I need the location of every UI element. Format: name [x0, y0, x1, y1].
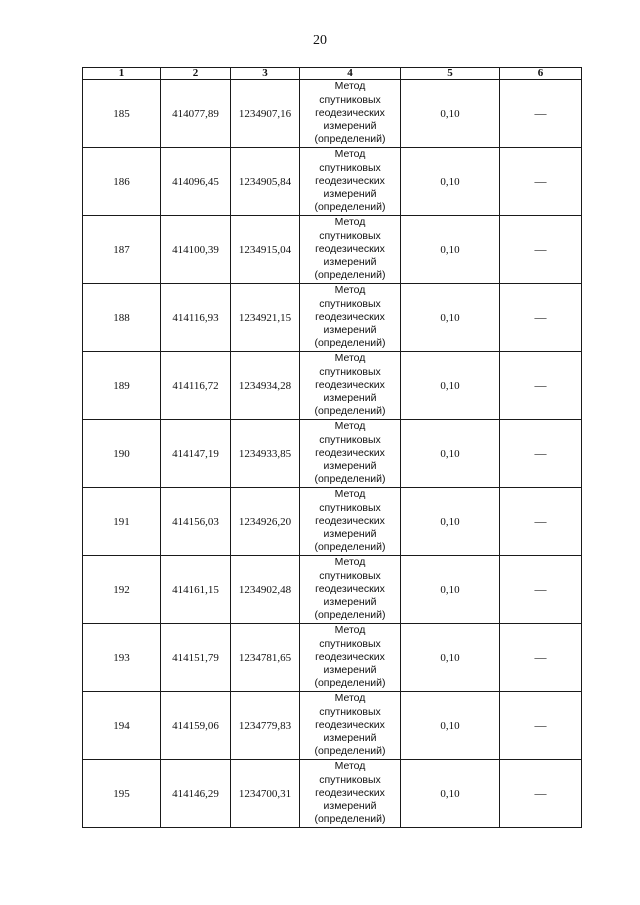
point-number-cell: 188: [83, 284, 161, 352]
x-coordinate-cell: 414159,06: [161, 692, 231, 760]
point-number-cell: 192: [83, 556, 161, 624]
method-cell: Метод спутниковых геодезических измерений (определений): [300, 624, 401, 692]
table-row: [83, 488, 582, 556]
accuracy-cell: 0,10: [401, 556, 500, 624]
description-cell: —: [500, 216, 582, 284]
description-cell: —: [500, 556, 582, 624]
y-coordinate-cell: 1234921,15: [231, 284, 300, 352]
point-number-cell: 191: [83, 488, 161, 556]
point-number-cell: 195: [83, 760, 161, 828]
y-coordinate-cell: 1234902,48: [231, 556, 300, 624]
accuracy-cell: 0,10: [401, 692, 500, 760]
table-header-row: [83, 68, 582, 80]
method-cell: Метод спутниковых геодезических измерений (определений): [300, 760, 401, 828]
method-cell: Метод спутниковых геодезических измерений (определений): [300, 284, 401, 352]
y-coordinate-cell: 1234905,84: [231, 148, 300, 216]
x-coordinate-cell: 414151,79: [161, 624, 231, 692]
accuracy-cell: 0,10: [401, 80, 500, 148]
table-row: [83, 556, 582, 624]
table-row: [83, 624, 582, 692]
table-row: [83, 760, 582, 828]
method-cell: Метод спутниковых геодезических измерений (определений): [300, 148, 401, 216]
table-row: [83, 352, 582, 420]
point-number-cell: 189: [83, 352, 161, 420]
column-header: 3: [231, 68, 300, 80]
description-cell: —: [500, 284, 582, 352]
y-coordinate-cell: 1234934,28: [231, 352, 300, 420]
table-row: [83, 284, 582, 352]
column-header: 6: [500, 68, 582, 80]
description-cell: —: [500, 148, 582, 216]
accuracy-cell: 0,10: [401, 284, 500, 352]
method-cell: Метод спутниковых геодезических измерений (определений): [300, 352, 401, 420]
y-coordinate-cell: 1234915,04: [231, 216, 300, 284]
method-cell: Метод спутниковых геодезических измерений (определений): [300, 420, 401, 488]
description-cell: —: [500, 420, 582, 488]
point-number-cell: 186: [83, 148, 161, 216]
point-number-cell: 193: [83, 624, 161, 692]
page-number: 20: [313, 33, 327, 48]
description-cell: —: [500, 692, 582, 760]
x-coordinate-cell: 414077,89: [161, 80, 231, 148]
method-cell: Метод спутниковых геодезических измерений (определений): [300, 488, 401, 556]
method-cell: Метод спутниковых геодезических измерений (определений): [300, 80, 401, 148]
method-cell: Метод спутниковых геодезических измерений (определений): [300, 216, 401, 284]
y-coordinate-cell: 1234781,65: [231, 624, 300, 692]
table-row: [83, 420, 582, 488]
x-coordinate-cell: 414156,03: [161, 488, 231, 556]
description-cell: —: [500, 760, 582, 828]
accuracy-cell: 0,10: [401, 624, 500, 692]
table-row: [83, 80, 582, 148]
y-coordinate-cell: 1234700,31: [231, 760, 300, 828]
description-cell: —: [500, 488, 582, 556]
point-number-cell: 187: [83, 216, 161, 284]
x-coordinate-cell: 414146,29: [161, 760, 231, 828]
description-cell: —: [500, 352, 582, 420]
description-cell: —: [500, 624, 582, 692]
column-header: 1: [83, 68, 161, 80]
table-row: [83, 148, 582, 216]
method-cell: Метод спутниковых геодезических измерений (определений): [300, 556, 401, 624]
y-coordinate-cell: 1234933,85: [231, 420, 300, 488]
accuracy-cell: 0,10: [401, 352, 500, 420]
x-coordinate-cell: 414161,15: [161, 556, 231, 624]
table-row: [83, 692, 582, 760]
x-coordinate-cell: 414100,39: [161, 216, 231, 284]
x-coordinate-cell: 414116,93: [161, 284, 231, 352]
y-coordinate-cell: 1234907,16: [231, 80, 300, 148]
method-cell: Метод спутниковых геодезических измерений (определений): [300, 692, 401, 760]
accuracy-cell: 0,10: [401, 216, 500, 284]
accuracy-cell: 0,10: [401, 760, 500, 828]
description-cell: —: [500, 80, 582, 148]
coordinates-table: [82, 67, 582, 828]
y-coordinate-cell: 1234926,20: [231, 488, 300, 556]
y-coordinate-cell: 1234779,83: [231, 692, 300, 760]
accuracy-cell: 0,10: [401, 488, 500, 556]
x-coordinate-cell: 414116,72: [161, 352, 231, 420]
point-number-cell: 194: [83, 692, 161, 760]
point-number-cell: 190: [83, 420, 161, 488]
accuracy-cell: 0,10: [401, 148, 500, 216]
table-row: [83, 216, 582, 284]
column-header: 4: [300, 68, 401, 80]
point-number-cell: 185: [83, 80, 161, 148]
x-coordinate-cell: 414096,45: [161, 148, 231, 216]
column-header: 2: [161, 68, 231, 80]
accuracy-cell: 0,10: [401, 420, 500, 488]
x-coordinate-cell: 414147,19: [161, 420, 231, 488]
column-header: 5: [401, 68, 500, 80]
